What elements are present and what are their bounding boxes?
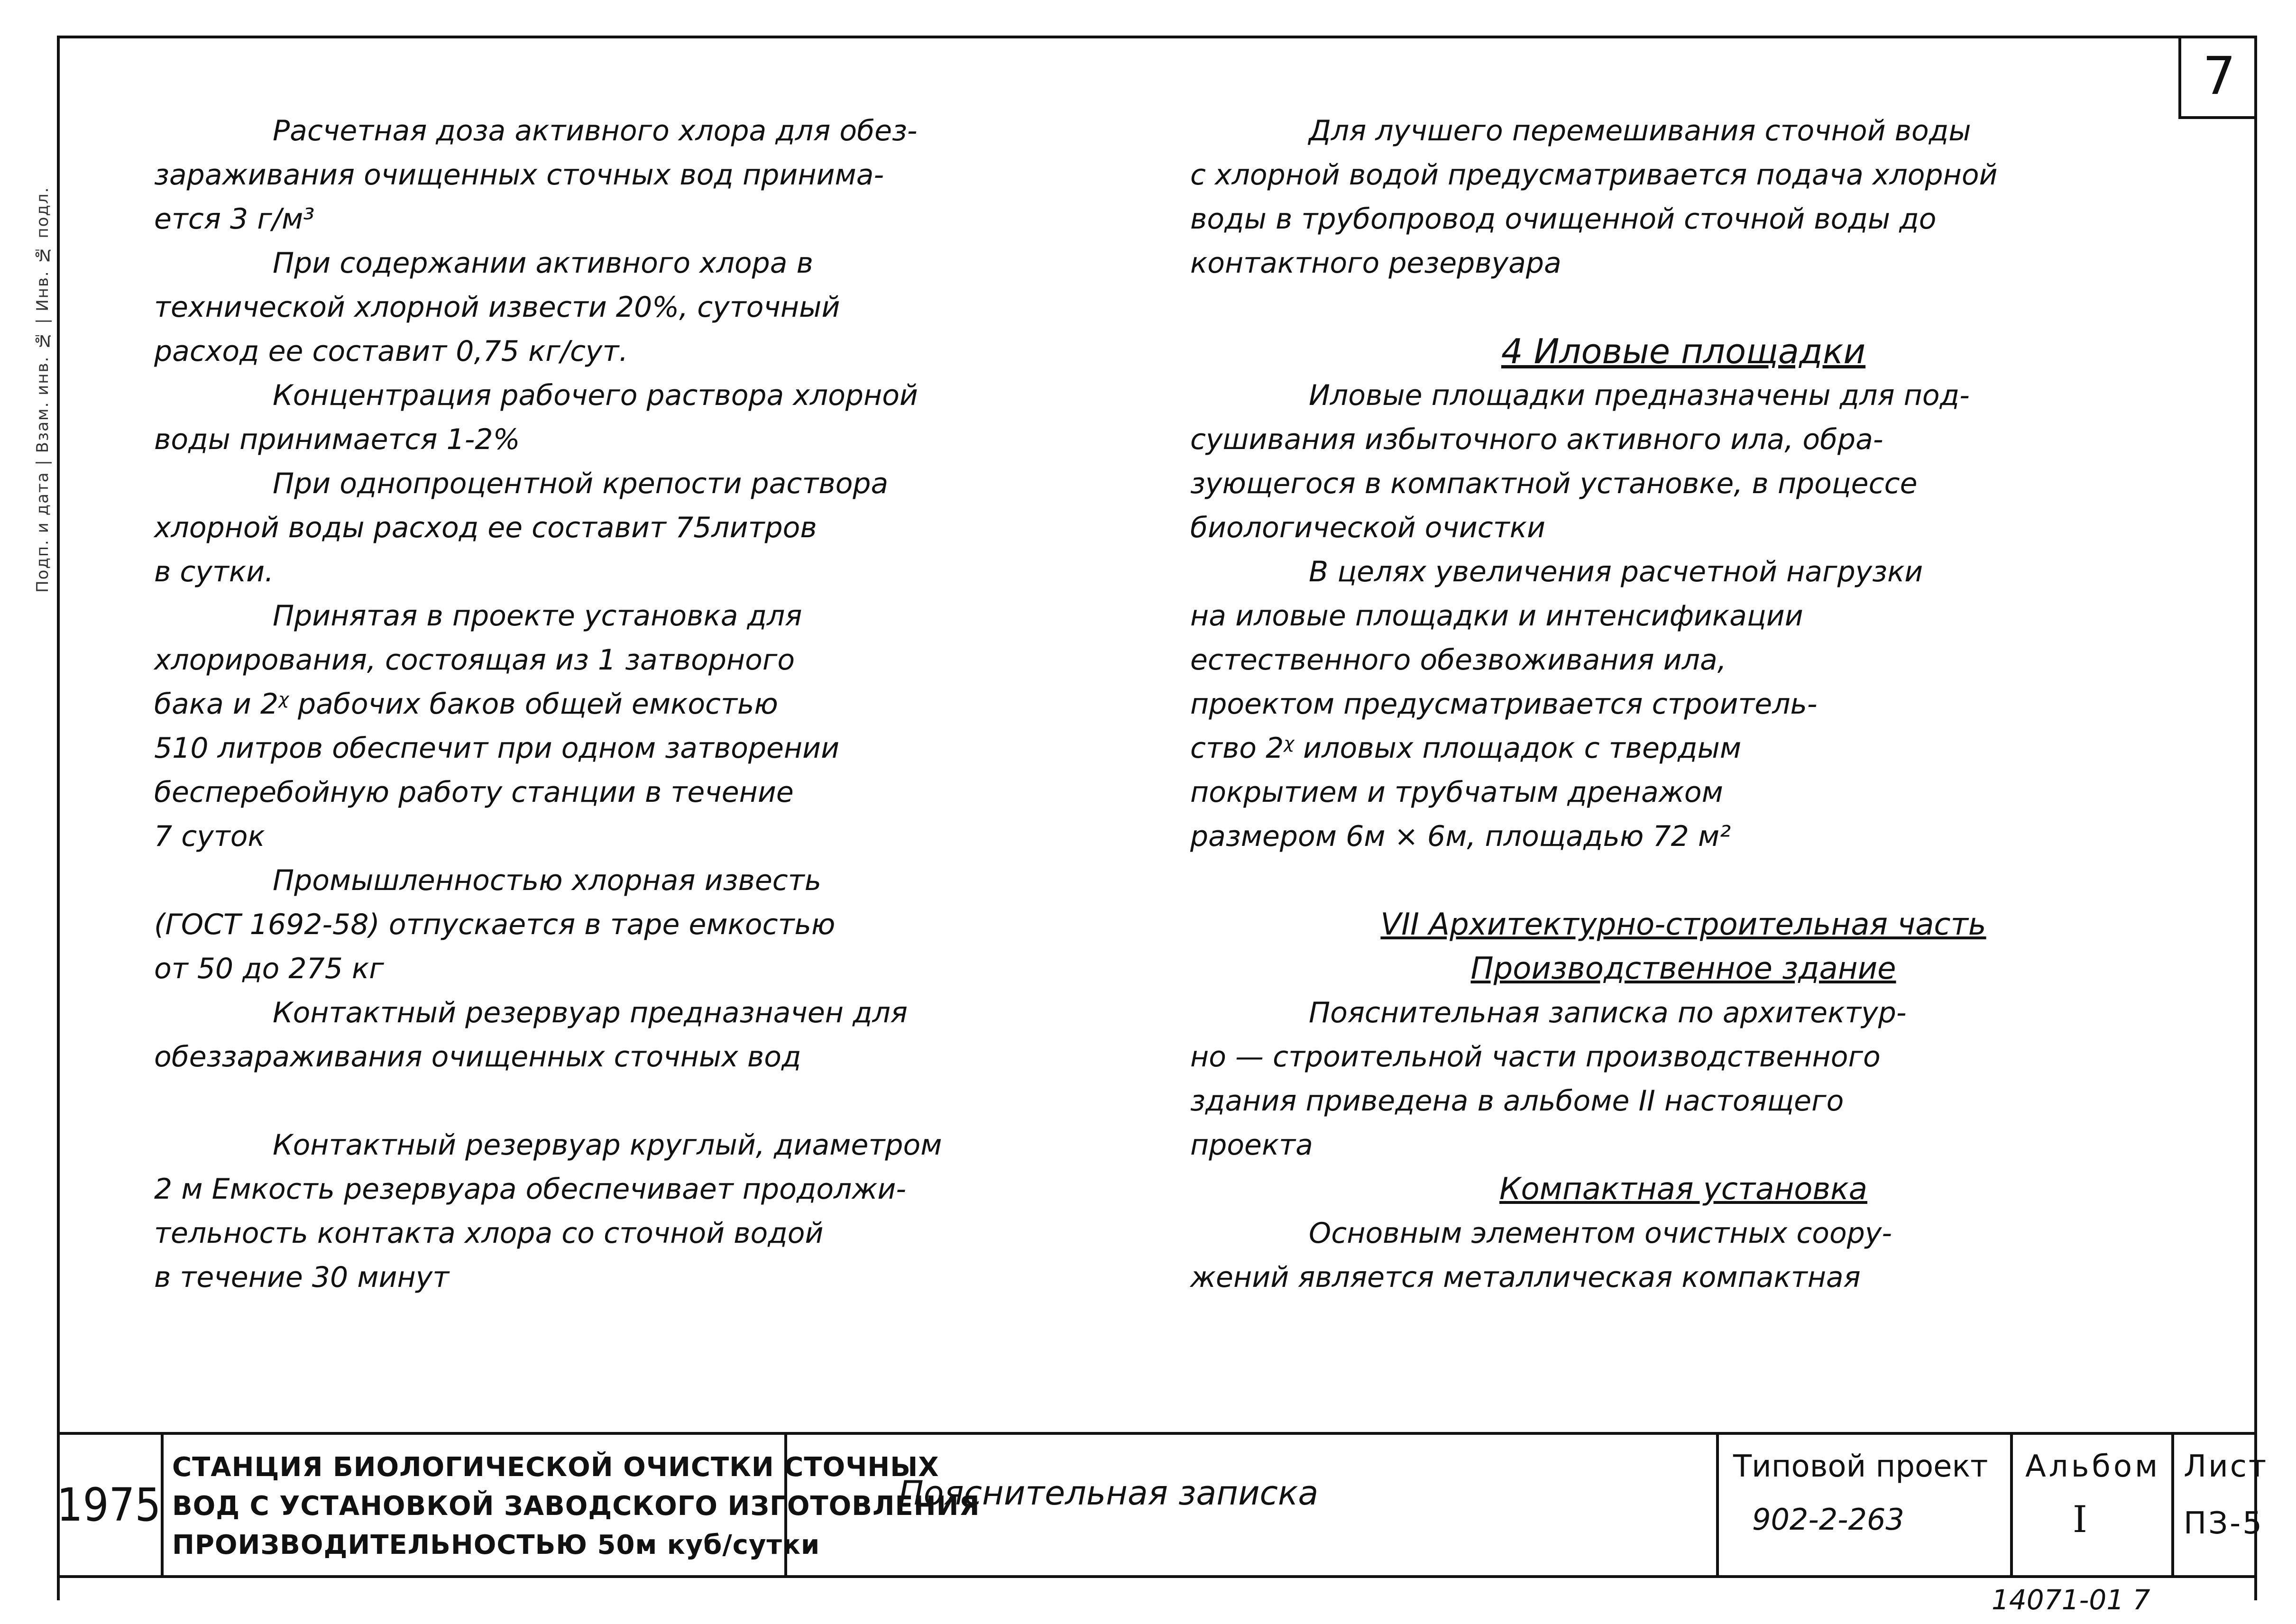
project-title-line: ВОД С УСТАНОВКОЙ ЗАВОДСКОГО ИЗГОТОВЛЕНИЯ [172,1491,980,1522]
text-line: воды принимается 1-2% [154,423,520,456]
text-line: хлорной воды расход ее составит 75литров [154,511,817,544]
album-value: I [2073,1498,2090,1541]
side-strip: Подп. и дата | Взам. инв. № | Инв. № подл. [33,186,52,593]
text-line: 510 литров обеспечит при одном затворении [154,732,840,765]
text-line: Промышленностью хлорная известь [273,864,822,897]
text-line: с хлорной водой предусматривается подача хлорной [1190,158,1998,192]
text-line: от 50 до 275 кг [154,952,384,985]
text-line: бака и 2ᵡ рабочих баков общей емкостью [154,688,778,721]
text-line: контактного резервуара [1190,247,1561,280]
text-line: 2 м Емкость резервуара обеспечивает продолжи- [154,1173,907,1206]
page-number-box: 7 [2178,36,2257,119]
section-heading: VII Архитектурно-строительная часть [1380,907,1986,942]
album-label: Альбом [2025,1449,2161,1484]
text-line: зующегося в компактной установке, в процессе [1190,467,1918,500]
year-cell: 1975 [57,1435,164,1575]
text-line: проектом предусматривается строитель- [1190,688,1818,721]
text-line: Контактный резервуар предназначен для [273,996,908,1029]
text-line: технической хлорной извести 20%, суточный [154,291,840,324]
text-line: естественного обезвоживания ила, [1190,643,1727,677]
text-line: но — строительной части производственного [1190,1040,1881,1073]
text-line: ство 2ᵡ иловых площадок с твердым [1190,732,1742,765]
text-line: расход ее составит 0,75 кг/сут. [154,335,628,368]
sheet-label: Лист [2184,1449,2268,1484]
text-line: Пояснительная записка по архитектур- [1309,996,1907,1029]
text-line: Контактный резервуар круглый, диаметром [273,1129,942,1162]
text-line: Иловые площадки предназначены для под- [1309,379,1970,412]
project-title-cell [164,1435,980,1575]
right-column [1190,109,2177,1300]
archive-number: 14071-01 7 [1992,1584,2150,1616]
text-line: здания приведена в альбоме II настоящего [1190,1084,1844,1118]
title-block [56,1432,2268,1578]
album-cell [2013,1435,2174,1575]
text-line: Расчетная доза активного хлора для обез- [273,114,918,147]
project-title-line: СТАНЦИЯ БИОЛОГИЧЕСКОЙ ОЧИСТКИ СТОЧНЫХ [172,1452,939,1483]
text-line: 7 суток [154,820,265,853]
text-line: Принятая в проекте установка для [273,599,802,633]
text-line: проекта [1190,1129,1313,1162]
text-line: в течение 30 минут [154,1261,450,1294]
left-column [154,109,1131,1300]
text-line: тельность контакта хлора со сточной водой [154,1217,824,1250]
text-line: При содержании активного хлора в [273,247,813,280]
sheet-cell [2174,1435,2268,1575]
text-line: обеззараживания очищенных сточных вод [154,1040,801,1073]
text-line: Концентрация рабочего раствора хлорной [273,379,918,412]
text-line: Для лучшего перемешивания сточной воды [1309,114,1971,147]
subsection-heading: Компактная установка [1499,1172,1867,1207]
project-number-cell [1719,1435,2013,1575]
project-label: Типовой проект [1733,1449,1988,1484]
project-title-line: ПРОИЗВОДИТЕЛЬНОСТЬЮ 50м куб/сутки [172,1530,820,1560]
text-line: зараживания очищенных сточных вод принима- [154,158,884,192]
text-line: бесперебойную работу станции в течение [154,776,794,809]
text-line: в сутки. [154,555,274,588]
document-name-cell: Пояснительная записка [787,1435,1719,1575]
project-number: 902-2-263 [1752,1502,1904,1537]
section-heading: 4 Иловые площадки [1501,331,1866,371]
text-line: жений является металлическая компактная [1190,1261,1861,1294]
text-line: В целях увеличения расчетной нагрузки [1309,555,1923,588]
text-line: (ГОСТ 1692-58) отпускается в таре емкостью [154,908,836,941]
text-line: При однопроцентной крепости раствора [273,467,889,500]
text-line: ется 3 г/м³ [154,202,315,236]
text-line: на иловые площадки и интенсификации [1190,599,1803,633]
text-line: биологической очистки [1190,511,1545,544]
text-line: размером 6м × 6м, площадью 72 м² [1190,820,1731,853]
text-line: сушивания избыточного активного ила, обра- [1190,423,1883,456]
text-line: воды в трубопровод очищенной сточной воды до [1190,202,1937,236]
text-line: хлорирования, состоящая из 1 затворного [154,643,795,677]
subsection-heading: Производственное здание [1470,951,1896,986]
sheet-value: ПЗ-5 [2184,1506,2264,1541]
text-line: покрытием и трубчатым дренажом [1190,776,1723,809]
text-line: Основным элементом очистных соору- [1309,1217,1892,1250]
